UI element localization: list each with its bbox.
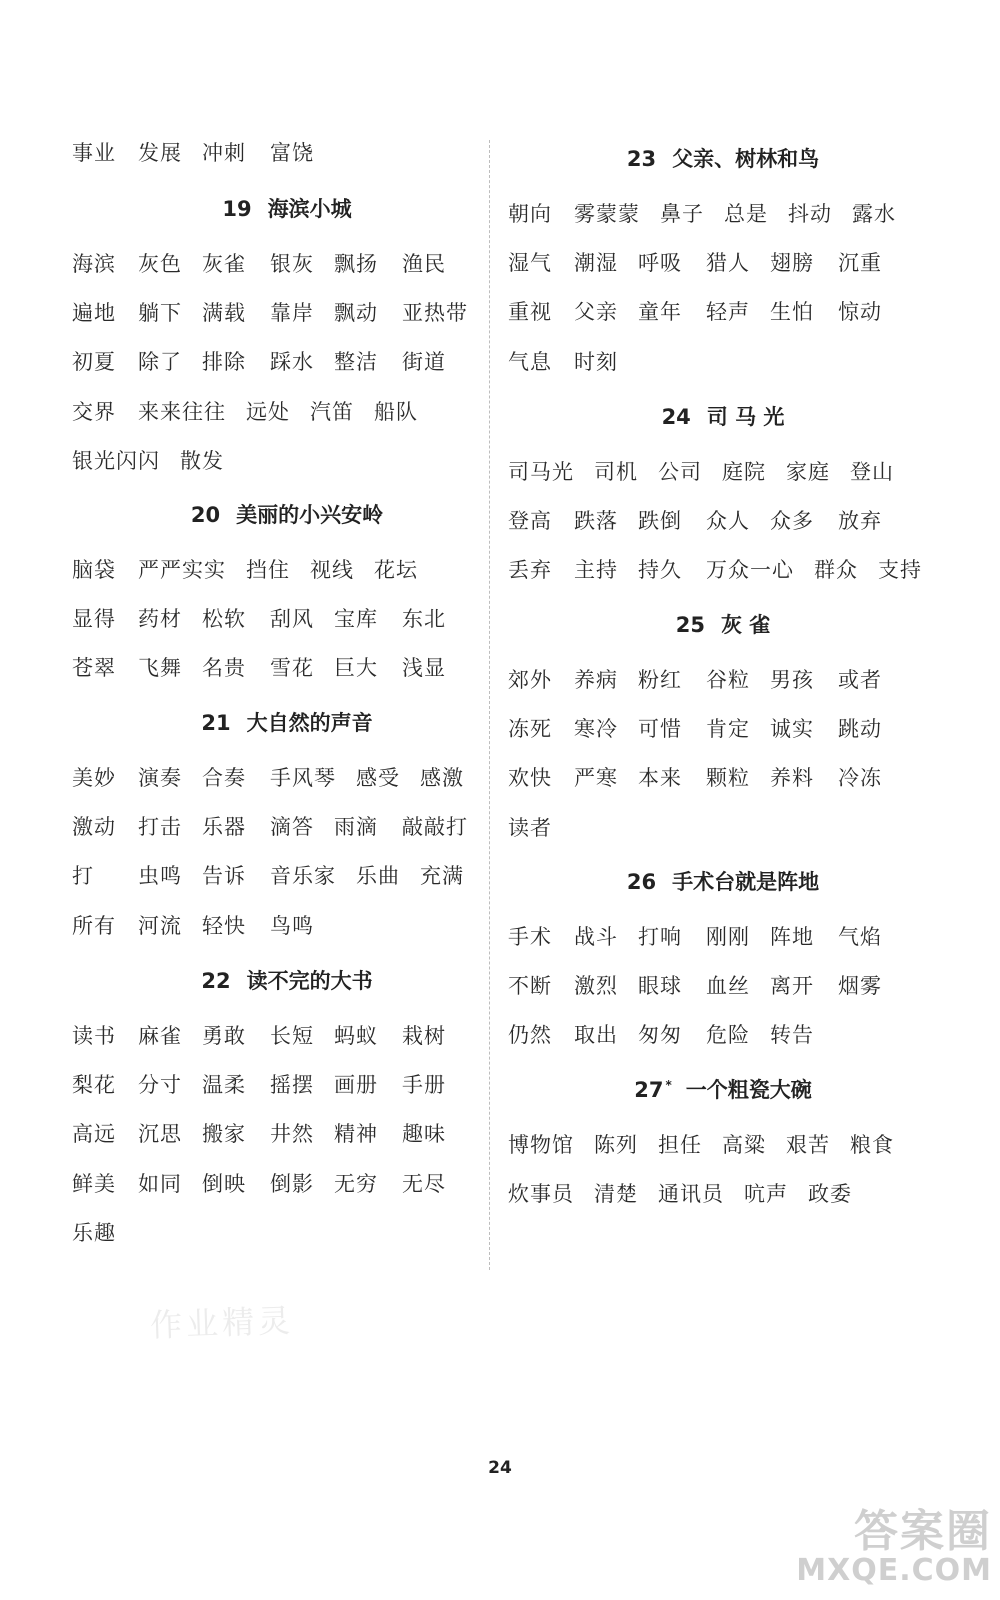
word-row [72,652,512,684]
vocab-word: 银灰 [270,252,314,276]
vocab-word: 万众一心 [706,558,794,583]
vocab-word: 敲敲打 [402,815,468,840]
vocab-word: 事业 [72,141,116,165]
vocab-word: 粉红 [638,668,682,692]
lesson-name: 父亲、树林和鸟 [672,147,820,171]
vocab-word: 翅膀 [770,251,814,276]
vocab-word: 养料 [770,766,814,791]
lesson-name: 读不完的大书 [246,969,373,993]
corner-logo [796,1506,992,1588]
vocab-word: 仍然 [508,1023,552,1048]
vocab-word: 家庭 [786,460,830,484]
vocab-word: 灰色 [138,252,182,276]
lesson-number: 22 [201,969,231,993]
vocab-word: 梨花 [72,1073,116,1098]
vocab-word: 血丝 [706,974,750,999]
vocab-word: 乐曲 [356,864,400,889]
word-row [508,554,948,586]
vocab-word: 庭院 [722,460,766,484]
vocab-word: 呼吸 [638,251,682,276]
vocab-word: 打响 [638,925,682,949]
lesson-number: 25 [675,613,705,637]
word-row [72,1020,512,1052]
vocab-word: 富饶 [270,141,314,165]
vocab-word: 远处 [246,399,290,424]
vocab-word: 激动 [72,815,116,840]
vocab-word: 刮风 [270,607,314,632]
vocab-word: 取出 [574,1023,618,1048]
word-row [72,1118,512,1150]
vocab-word: 河流 [138,913,182,938]
vocab-word: 严严实实 [138,558,226,582]
vocab-word: 政委 [808,1182,852,1207]
vocab-word: 充满 [420,864,464,889]
lesson-name: 灰 雀 [720,613,771,637]
vocab-word: 跌倒 [638,509,682,534]
word-row [508,812,948,844]
vocab-word: 转告 [770,1023,814,1048]
vocab-word: 湿气 [508,251,552,276]
vocab-word: 温柔 [202,1073,246,1098]
vocab-word: 众人 [706,509,750,534]
vocab-word: 船队 [374,399,418,424]
lesson-title [72,499,502,529]
vocab-word: 渔民 [402,252,446,276]
vocab-word: 粮食 [850,1133,894,1157]
vocab-word: 冷冻 [838,766,882,791]
vocab-word: 通讯员 [658,1182,724,1207]
vocab-word: 滴答 [270,815,314,840]
vocab-word: 烟雾 [838,974,882,999]
vocab-word: 乐趣 [72,1220,116,1245]
vocab-word: 雾蒙蒙 [574,202,640,226]
corner-logo-bottom: MXQE.COM [796,1553,992,1588]
vocab-word: 亚热带 [402,301,468,326]
vocab-word: 离开 [770,974,814,999]
vocab-word: 刚刚 [706,925,750,949]
vocab-word: 巨大 [334,656,378,681]
vocab-word: 虫鸣 [138,864,182,889]
word-row [72,860,512,892]
vocab-word: 趣味 [402,1122,446,1147]
vocab-word: 总是 [724,202,768,226]
vocab-word: 欢快 [508,766,552,791]
vocab-word: 严寒 [574,766,618,791]
vocab-word: 郊外 [508,668,552,692]
vocab-word: 银光闪闪 [72,448,160,473]
vocab-word: 演奏 [138,766,182,790]
vocab-word: 名贵 [202,656,246,681]
vocab-word: 本来 [638,766,682,791]
lesson-name: 大自然的声音 [246,711,373,735]
vocab-word: 画册 [334,1073,378,1098]
vocab-word: 抖动 [788,202,832,226]
vocab-word: 踩水 [270,350,314,375]
vocab-word: 精神 [334,1122,378,1147]
vocab-word: 清楚 [594,1182,638,1207]
vocab-word: 时刻 [574,349,618,374]
word-row [72,1217,512,1249]
vocab-word: 脑袋 [72,558,116,582]
vocab-word: 朝向 [508,202,552,226]
vocab-word: 读书 [72,1024,116,1048]
vocab-word: 感激 [420,766,464,790]
vocab-word: 鼻子 [660,202,704,226]
vocab-word: 父亲 [574,300,618,325]
vocab-word: 除了 [138,350,182,375]
vocab-word: 阵地 [770,925,814,949]
vocab-word: 气焰 [838,925,882,949]
vocab-word: 海滨 [72,252,116,276]
vocab-word: 支持 [878,558,922,583]
vocab-word: 公司 [658,460,702,484]
vocab-word: 靠岸 [270,301,314,326]
lesson-title [508,401,938,431]
vocab-word: 药材 [138,607,182,632]
word-row [72,910,512,942]
word-row [72,346,512,378]
vocab-word: 如同 [138,1171,182,1196]
vocab-word: 显得 [72,607,116,632]
vocab-word: 手册 [402,1073,446,1098]
lesson-number: 26 [626,870,657,894]
vocab-word: 来来往往 [138,399,226,424]
vocab-word: 飞舞 [138,656,182,681]
lesson-name: 美丽的小兴安岭 [236,503,384,527]
vocab-word: 所有 [72,913,116,938]
vocab-word: 放弃 [838,509,882,534]
lesson-name: 海滨小城 [267,197,352,221]
vocab-word: 蚂蚁 [334,1024,378,1048]
word-row [72,137,512,169]
word-row [72,445,512,477]
lesson-number: 23 [626,147,657,171]
vocab-word: 司机 [594,460,638,484]
vocab-word: 肯定 [706,717,750,742]
vocab-word: 长短 [270,1024,314,1048]
vocab-word: 美妙 [72,766,116,790]
word-row [508,762,948,794]
vocab-word: 挡住 [246,558,290,582]
vocab-word: 告诉 [202,864,246,889]
vocab-word: 宝库 [334,607,378,632]
vocab-word: 栽树 [402,1024,446,1048]
vocab-word: 飘扬 [334,252,378,276]
vocab-word: 轻声 [706,300,750,325]
vocab-word: 发展 [138,141,182,165]
lesson-title [508,1074,938,1104]
vocab-word: 沉重 [838,251,882,276]
vocab-word: 潮湿 [574,251,618,276]
word-row [508,713,948,745]
vocab-word: 鲜美 [72,1171,116,1196]
lesson-title [72,707,502,737]
vocab-word: 合奏 [202,766,246,790]
vocab-word: 危险 [706,1023,750,1048]
lesson-title [508,609,938,639]
vocab-word: 躺下 [138,301,182,326]
word-row [508,346,948,378]
watermark-text: 作业精灵 [149,1301,295,1345]
lesson-name: 司 马 光 [706,405,785,429]
vocab-word: 音乐家 [270,864,336,889]
vocab-word: 谷粒 [706,668,750,692]
vocab-word: 童年 [638,300,682,325]
vocab-word: 吭声 [744,1182,788,1207]
vocab-word: 激烈 [574,974,618,999]
vocab-word: 气息 [508,349,552,374]
vocab-word: 汽笛 [310,399,354,424]
vocab-word: 手风琴 [270,766,336,790]
lesson-number: 19 [222,197,252,221]
vocab-word: 乐器 [202,815,246,840]
vocab-word: 重视 [508,300,552,325]
lesson-number: 20 [190,503,221,527]
vocab-word: 高远 [72,1122,116,1147]
vocab-word: 鸟鸣 [270,913,314,938]
vocab-word: 散发 [180,448,224,473]
word-row [508,296,948,328]
vocab-word: 灰雀 [202,252,246,276]
lesson-number: 24 [661,405,691,429]
vocab-word: 寒冷 [574,717,618,742]
vocab-word: 艰苦 [786,1133,830,1157]
word-row [72,1069,512,1101]
vocab-word: 无穷 [334,1171,378,1196]
vocab-word: 花坛 [374,558,418,582]
vocab-word: 众多 [770,509,814,534]
word-row [72,762,512,794]
word-row [72,554,512,586]
vocab-word: 登山 [850,460,894,484]
vocab-word: 交界 [72,399,116,424]
lesson-name: 一个粗瓷大碗 [685,1078,812,1102]
vocab-word: 东北 [402,607,446,632]
vocab-word: 猎人 [706,251,750,276]
vocab-word: 冲刺 [202,141,246,165]
vocab-word: 排除 [202,350,246,375]
word-row [508,1178,948,1210]
vocab-word: 雪花 [270,656,314,681]
vocab-word: 满载 [202,301,246,326]
word-row [508,505,948,537]
lesson-title [72,965,502,995]
vocab-word: 沉思 [138,1122,182,1147]
vocab-word: 摇摆 [270,1073,314,1098]
word-row [72,603,512,635]
vocab-word: 司马光 [508,460,574,484]
lesson-number: 27 [634,1078,664,1102]
vocab-word: 诚实 [770,717,814,742]
vocab-word: 松软 [202,607,246,632]
vocab-word: 男孩 [770,668,814,692]
word-row [508,198,948,230]
lesson-title [72,193,502,223]
vocab-word: 无尽 [402,1171,446,1196]
vocab-word: 担任 [658,1133,702,1157]
word-row [508,1019,948,1051]
lesson-title [508,866,938,896]
vocab-word: 街道 [402,350,446,375]
vocab-word: 丢弃 [508,558,552,583]
vocab-word: 陈列 [594,1133,638,1157]
vocab-word: 不断 [508,974,552,999]
column-divider [489,140,490,1270]
vocab-word: 浅显 [402,656,446,681]
vocab-word: 颗粒 [706,766,750,791]
lesson-title [508,143,938,173]
word-row [72,297,512,329]
vocab-word: 惊动 [838,300,882,325]
vocab-word: 井然 [270,1122,314,1147]
vocab-word: 冻死 [508,717,552,742]
vocab-word: 持久 [638,558,682,583]
word-row [72,1168,512,1200]
vocab-word: 感受 [356,766,400,790]
word-row [508,664,948,696]
vocab-word: 苍翠 [72,656,116,681]
word-row [72,396,512,428]
vocab-word: 主持 [574,558,618,583]
vocab-word: 可惜 [638,717,682,742]
vocab-word: 战斗 [574,925,618,949]
vocab-word: 打击 [138,815,182,840]
vocab-word: 倒映 [202,1171,246,1196]
vocab-word: 眼球 [638,974,682,999]
vocab-word: 雨滴 [334,815,378,840]
page-number: 24 [488,1458,512,1478]
vocab-word: 或者 [838,668,882,692]
vocab-word: 登高 [508,509,552,534]
vocab-word: 高粱 [722,1133,766,1157]
vocab-word: 养病 [574,668,618,692]
vocab-word: 麻雀 [138,1024,182,1048]
word-row [508,921,948,953]
vocab-word: 炊事员 [508,1182,574,1207]
optional-lesson-mark: * [665,1078,672,1092]
vocab-word: 整洁 [334,350,378,375]
vocab-word: 生怕 [770,300,814,325]
vocab-word: 分寸 [138,1073,182,1098]
vocab-word: 初夏 [72,350,116,375]
vocab-word: 手术 [508,925,552,949]
vocab-word: 博物馆 [508,1133,574,1157]
lesson-number: 21 [201,711,231,735]
vocab-word: 匆匆 [638,1023,682,1048]
corner-logo-top: 答案圈 [854,1506,992,1557]
vocab-word: 群众 [814,558,858,583]
vocab-word: 飘动 [334,301,378,326]
vocab-word: 轻快 [202,913,246,938]
word-row [508,1129,948,1161]
word-row [72,248,512,280]
vocab-word: 跌落 [574,509,618,534]
word-row [72,811,512,843]
vocab-word: 视线 [310,558,354,582]
vocab-word: 读者 [508,815,552,840]
vocab-word: 打 [72,864,94,889]
vocab-word: 倒影 [270,1171,314,1196]
word-row [508,247,948,279]
vocab-word: 搬家 [202,1122,246,1147]
vocab-word: 遍地 [72,301,116,326]
lesson-name: 手术台就是阵地 [672,870,820,894]
word-row [508,456,948,488]
vocab-word: 跳动 [838,717,882,742]
vocab-word: 勇敢 [202,1024,246,1048]
word-row [508,970,948,1002]
vocab-word: 露水 [852,202,896,226]
